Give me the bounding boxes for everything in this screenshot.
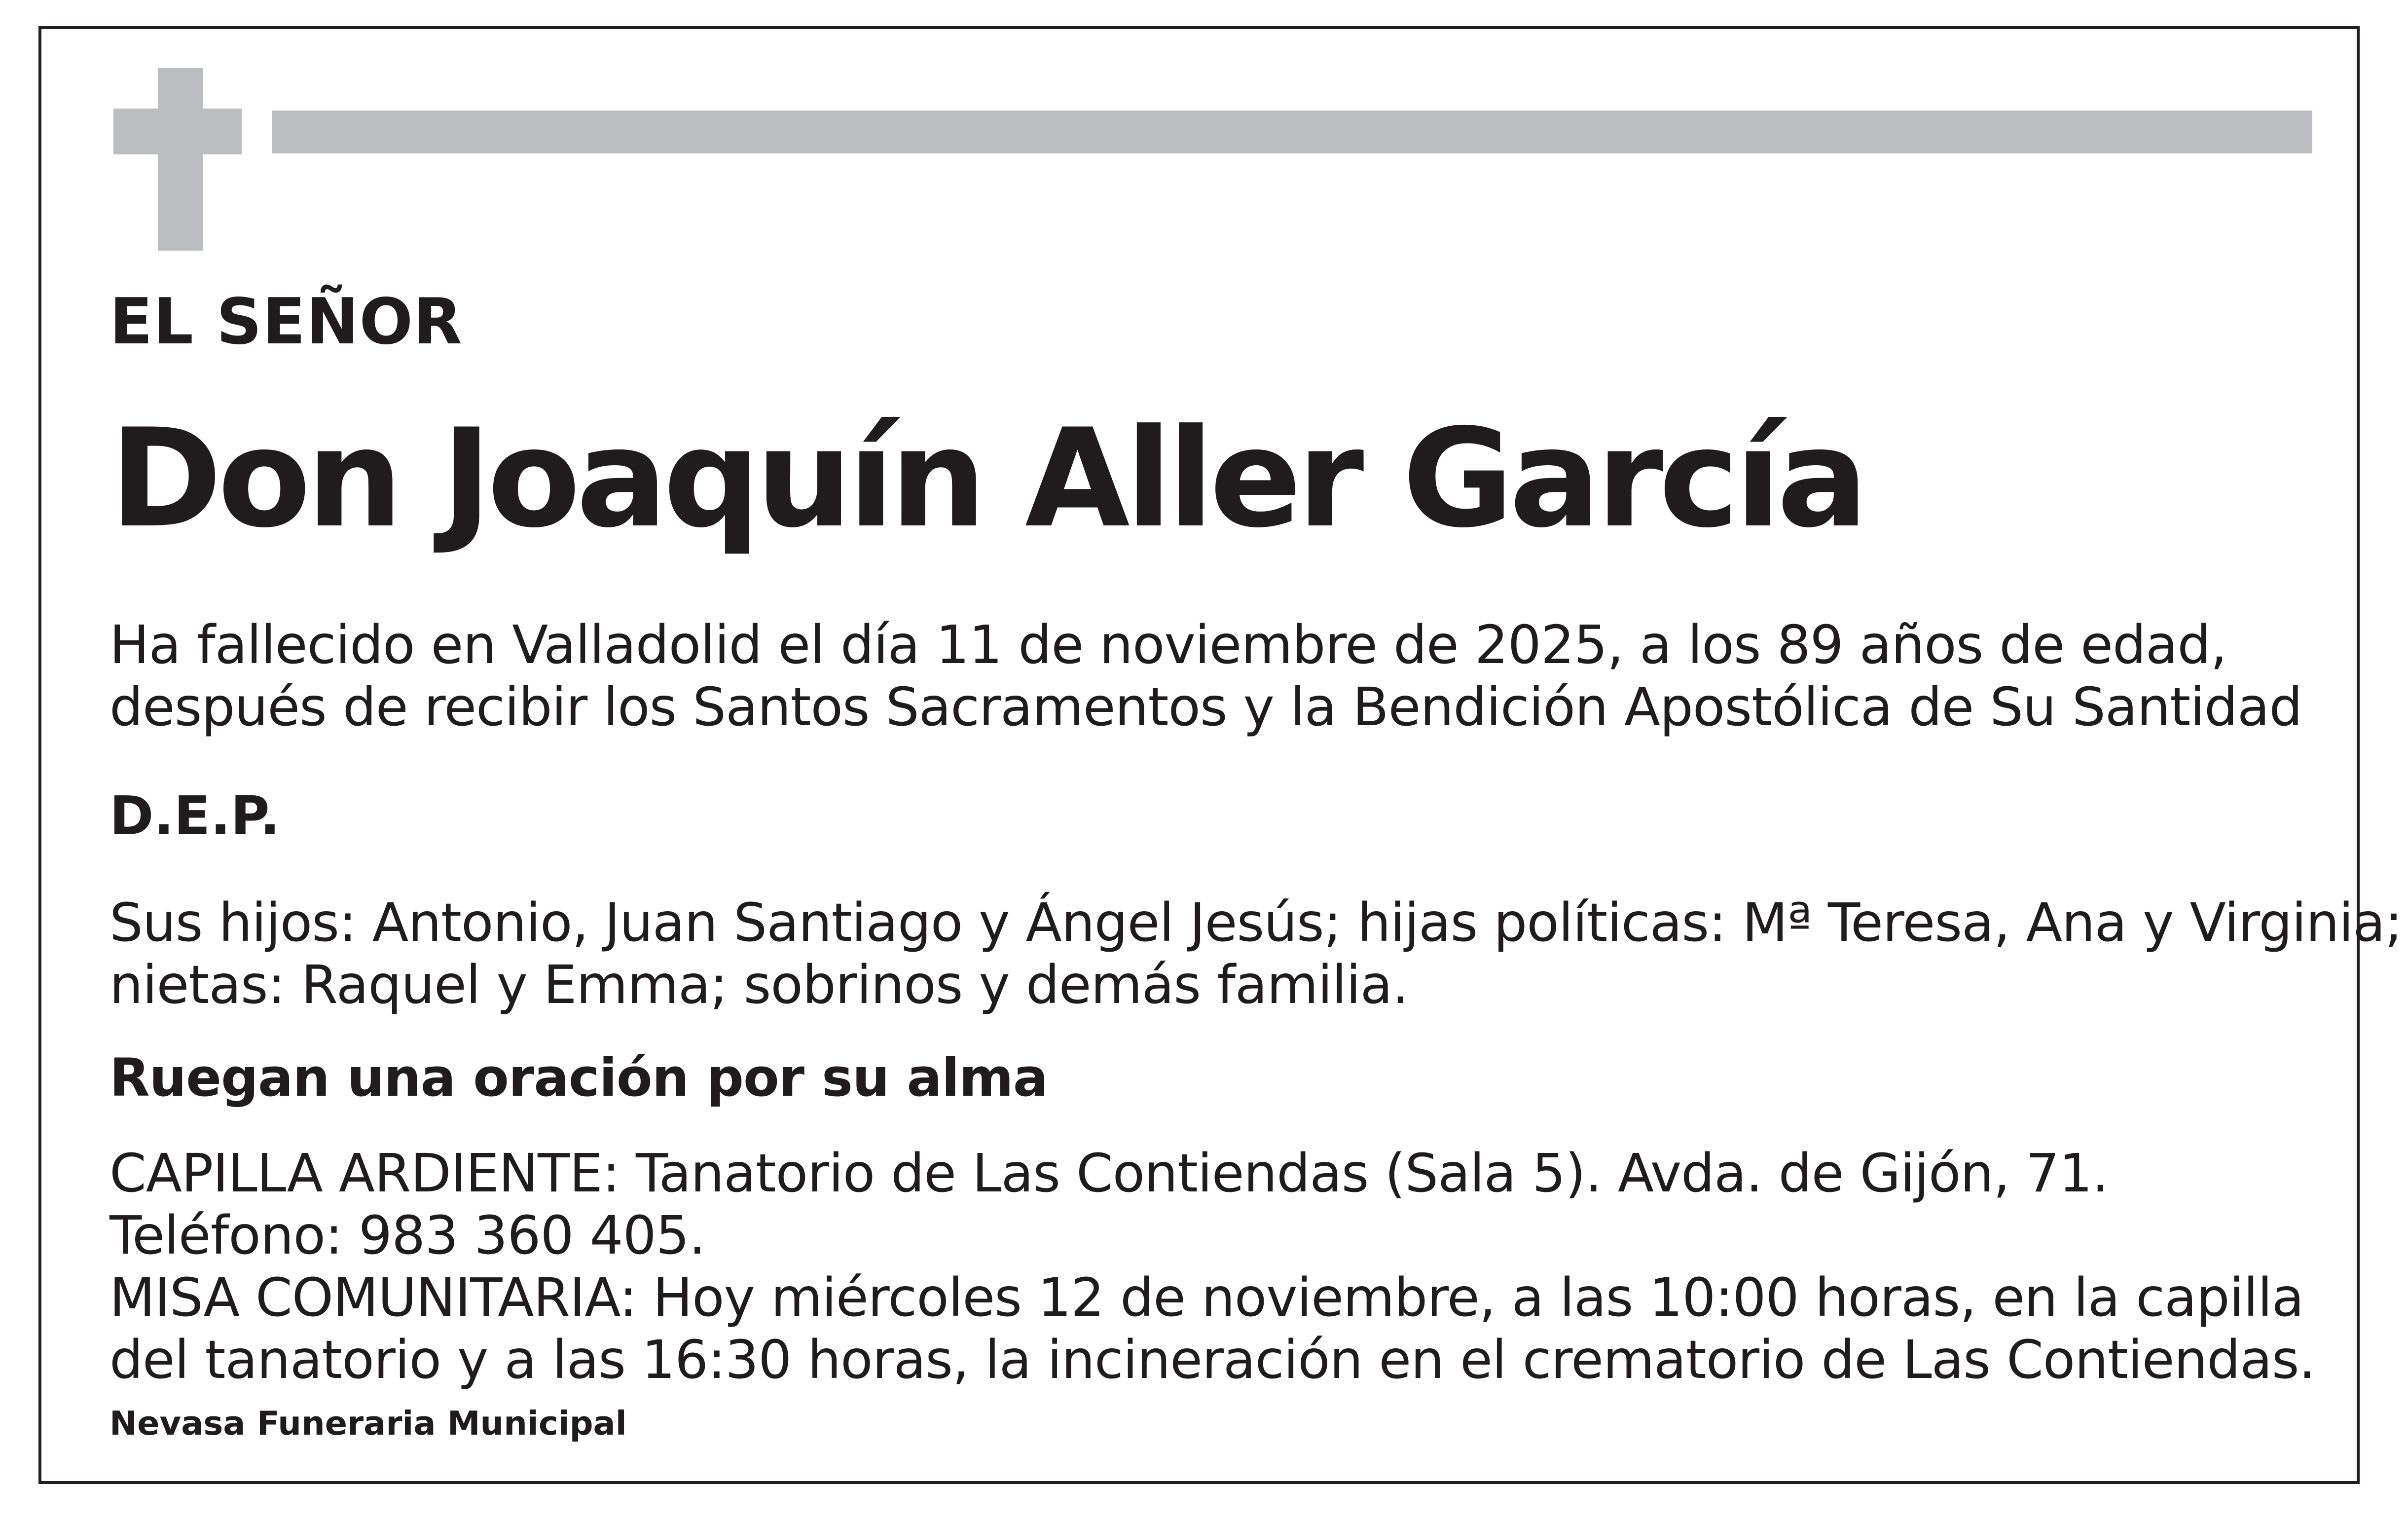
cremation-line: del tanatorio y a las 16:30 horas, la incineración en el crematorio de Las Contiendas. bbox=[109, 1330, 2315, 1391]
phone-line: Teléfono: 983 360 405. bbox=[109, 1205, 705, 1266]
header-rule bbox=[272, 111, 2312, 153]
deceased-name: Don Joaquín Aller García bbox=[109, 400, 1864, 557]
dep-label: D.E.P. bbox=[109, 785, 280, 847]
title-prefix: EL SEÑOR bbox=[109, 285, 463, 359]
announcement-paragraph bbox=[109, 614, 2302, 739]
funeral-home-name: Nevasa Funeraria Municipal bbox=[109, 1404, 627, 1443]
prayer-request: Ruegan una oración por su alma bbox=[109, 1047, 1048, 1108]
service-details bbox=[109, 1143, 2315, 1391]
cross-horizontal-beam bbox=[113, 109, 242, 154]
announcement-line: Ha fallecido en Valladolid el día 11 de noviembre de 2025, a los 89 años de edad, bbox=[109, 615, 2227, 676]
mass-line: MISA COMUNITARIA: Hoy miércoles 12 de noviembre, a las 10:00 horas, en la capilla bbox=[109, 1267, 2304, 1329]
family-line: Sus hijos: Antonio, Juan Santiago y Ángel Jesús; hijas políticas: Mª Teresa, Ana y Virginia; bbox=[109, 892, 2403, 954]
family-line: nietas: Raquel y Emma; sobrinos y demás familia. bbox=[109, 955, 1409, 1016]
family-paragraph bbox=[109, 892, 2402, 1016]
announcement-line: después de recibir los Santos Sacramentos y la Bendición Apostólica de Su Santidad bbox=[109, 677, 2302, 738]
chapel-line: CAPILLA ARDIENTE: Tanatorio de Las Contiendas (Sala 5). Avda. de Gijón, 71. bbox=[109, 1143, 2109, 1204]
cross-vertical-beam bbox=[158, 68, 203, 251]
